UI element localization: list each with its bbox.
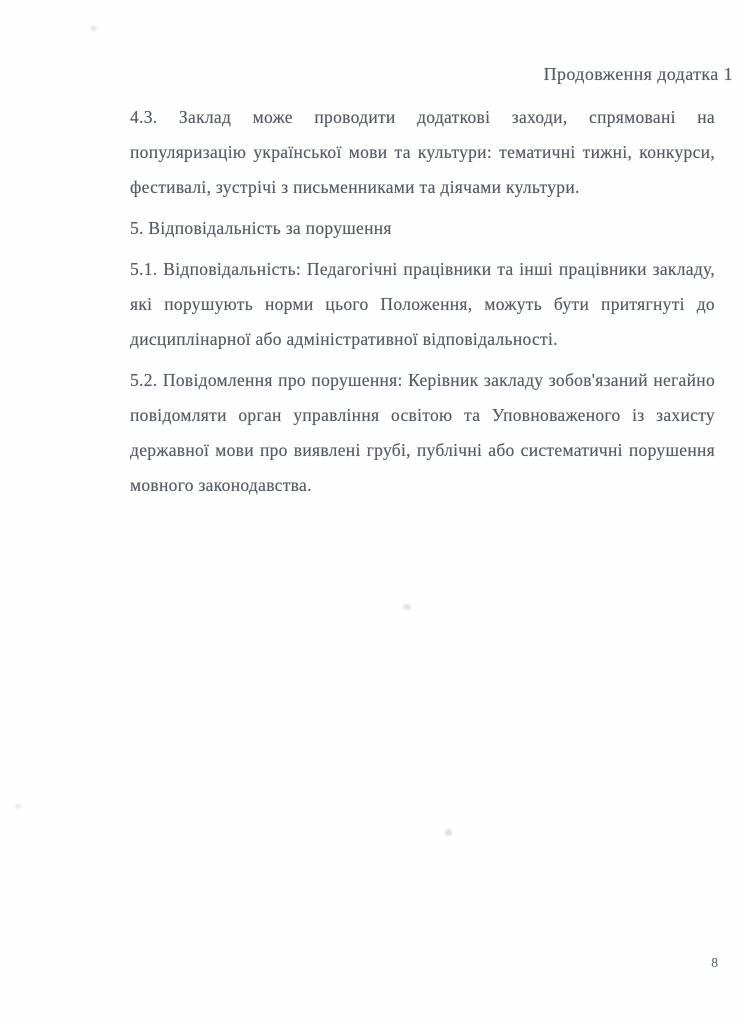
scan-speck <box>90 26 97 31</box>
section-5-heading: 5. Відповідальність за порушення <box>130 218 392 238</box>
scan-speck <box>445 829 452 836</box>
continuation-header: Продовження додатка 1 <box>543 64 733 84</box>
scan-speck <box>403 604 411 610</box>
paragraph-4-3: 4.3. Заклад може проводити додаткові заходи, спрямовані на популяризацію української мови та культури: тематичні тижні, конкурси, фестивалі, зустрічі з письменниками та діячами культури. <box>130 107 715 197</box>
paragraph-5-1: 5.1. Відповідальність: Педагогічні працівники та інші працівники закладу, які порушують норми цього Положення, можуть бути притягнуті до дисциплінарної або адміністративної відповідальності. <box>130 259 715 349</box>
document-body <box>130 100 715 509</box>
page-number: 8 <box>711 955 718 970</box>
scan-speck <box>15 804 21 809</box>
paragraph-5-2: 5.2. Повідомлення про порушення: Керівник закладу зобов'язаний негайно повідомляти орган управління освітою та Уповноваженого із захисту державної мови про виявлені грубі, публічні або систематичні порушення мовного законодавства. <box>130 370 715 495</box>
